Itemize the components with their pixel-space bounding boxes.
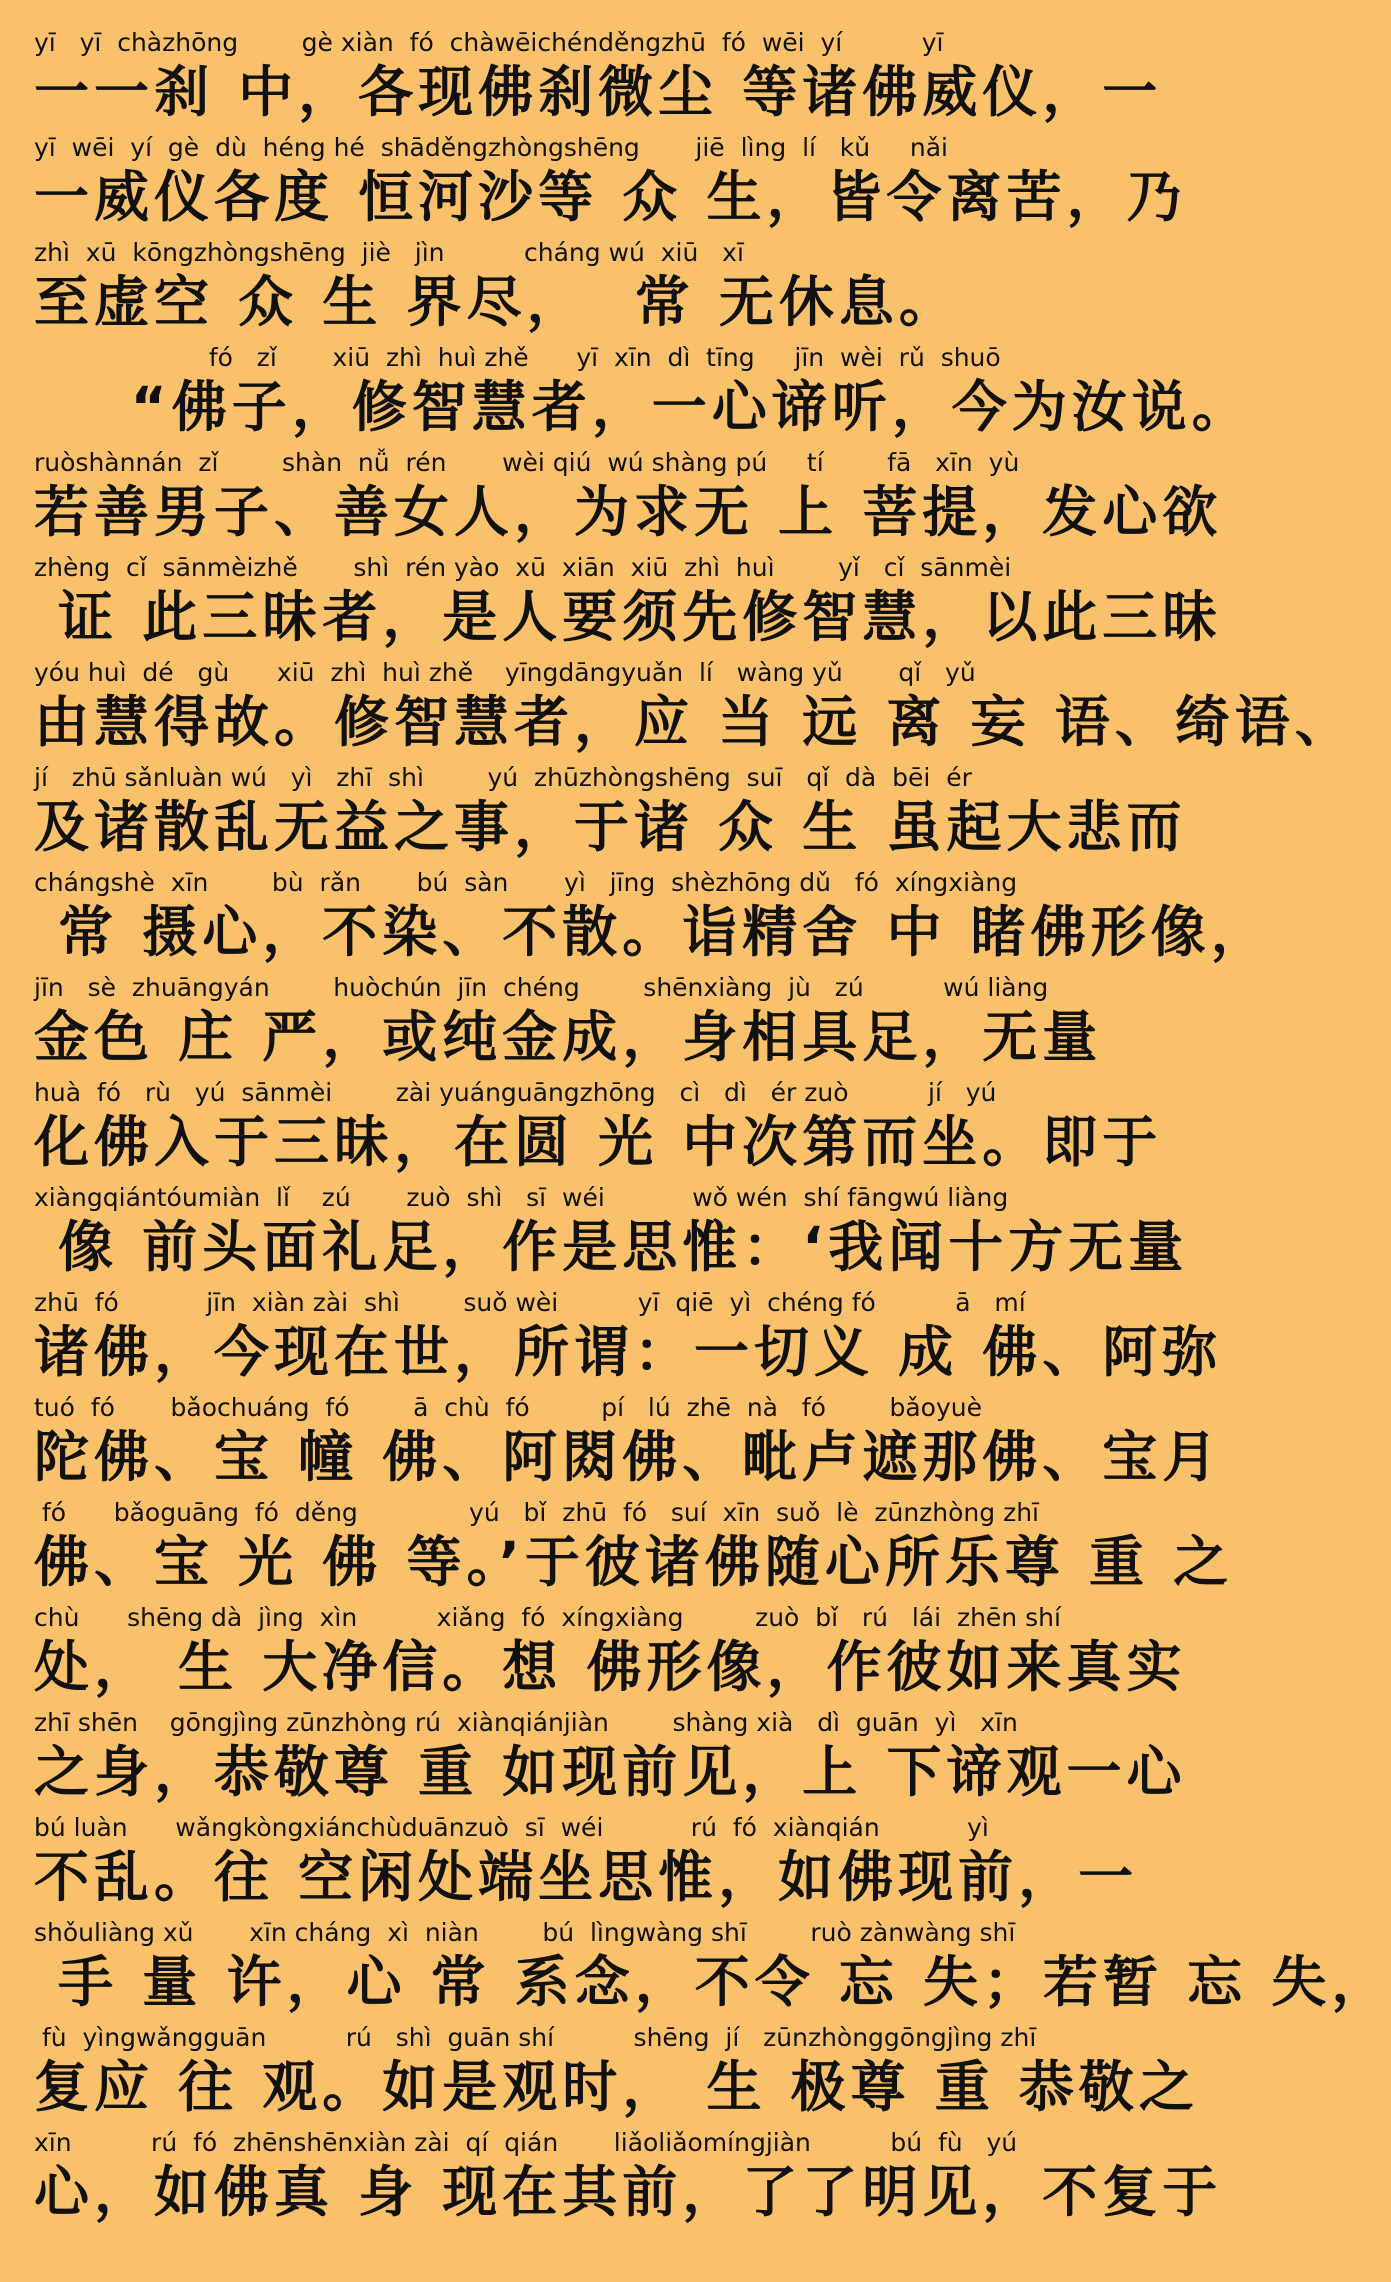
pinyin-row: jīn sè zhuāngyán huòchún jīn chéng shēnxiàng jù zú wú liàng [34,973,1049,1002]
text-line-6 [34,553,1223,658]
pinyin-row: yóu huì dé gù xiū zhì huì zhě yīngdāngyuǎn lí wàng yǔ qǐ yǔ [34,658,976,687]
text-line-21 [34,2128,1223,2233]
hanzi-row: 证 此三昧者，是人要须先修智慧，以此三昧 [34,585,1223,649]
hanzi-row: 陀佛、宝 幢 佛、阿閦佛、毗卢遮那佛、宝月 [34,1425,1223,1489]
text-line-9 [34,868,1271,973]
text-line-20 [34,2023,1199,2128]
pinyin-row: yī wēi yí gè dù héng hé shāděngzhòngshēng jiē lìng lí kǔ nǎi [34,133,948,162]
hanzi-row: 心，如佛真 身 现在其前，了了明见，不复于 [34,2160,1223,2224]
hanzi-row: 复应 往 观。如是观时， 生 极尊 重 恭敬之 [34,2055,1199,2119]
text-line-3 [34,238,1046,343]
text-line-5 [34,448,1223,553]
text-line-18 [34,1813,1139,1918]
pinyin-row: zhèng cǐ sānmèizhě shì rén yào xū xiān xiū zhì huì yǐ cǐ sānmèi [34,553,1012,582]
pinyin-row: xīn rú fó zhēnshēnxiàn zài qí qián liǎoliǎomíngjiàn bú fù yú [34,2128,1018,2157]
text-line-12 [34,1183,1189,1288]
hanzi-row: 金色 庄 严，或纯金成，身相具足，无量 [34,1005,1103,1069]
hanzi-row: 若善男子、善女人，为求无 上 菩提，发心欲 [34,480,1223,544]
pinyin-row: shǒuliàng xǔ xīn cháng xì niàn bú lìngwàng shī ruò zànwàng shī [34,1918,1016,1947]
hanzi-row: 像 前头面礼足，作是思惟：‘我闻十方无量 [34,1215,1189,1279]
hanzi-row: 化佛入于三昧，在圆 光 中次第而坐。即于 [34,1110,1163,1174]
hanzi-row: “佛子，修智慧者，一心谛听，今为汝说。 [34,375,1252,439]
pinyin-row: ruòshànnán zǐ shàn nǚ rén wèi qiú wú shàng pú tí fā xīn yù [34,448,1020,477]
hanzi-row: 由慧得故。修智慧者，应 当 远 离 妄 语、绮语、 [34,690,1355,754]
pinyin-row: fó zǐ xiū zhì huì zhě yī xīn dì tīng jīn wèi rǔ shuō [34,343,1001,372]
pinyin-row: chù shēng dà jìng xìn xiǎng fó xíngxiàng zuò bǐ rú lái zhēn shí [34,1603,1061,1632]
hanzi-row: 诸佛，今现在世，所谓：一切义 成 佛、阿弥 [34,1320,1223,1384]
text-line-19 [34,1918,1391,2023]
hanzi-row: 一一刹 中，各现佛刹微尘 等诸佛威仪，一 [34,60,1163,124]
text-line-15 [34,1498,1234,1603]
hanzi-row: 一威仪各度 恒河沙等 众 生，皆令离苦，乃 [34,165,1187,229]
pinyin-row: chángshè xīn bù rǎn bú sàn yì jīng shèzhōng dǔ fó xíngxiàng [34,868,1018,897]
pinyin-row: fù yìngwǎngguān rú shì guān shí shēng jí zūnzhònggōngjìng zhī [34,2023,1037,2052]
text-line-14 [34,1393,1223,1498]
hanzi-row: 不乱。往 空闲处端坐思惟，如佛现前，一 [34,1845,1139,1909]
text-line-13 [34,1288,1223,1393]
text-line-7 [34,658,1355,763]
pinyin-row: zhī shēn gōngjìng zūnzhòng rú xiànqiánjiàn shàng xià dì guān yì xīn [34,1708,1018,1737]
pinyin-row: xiàngqiántóumiàn lǐ zú zuò shì sī wéi wǒ wén shí fāngwú liàng [34,1183,1009,1212]
pinyin-row: zhì xū kōngzhòngshēng jiè jìn cháng wú xiū xī [34,238,744,267]
pinyin-row: tuó fó bǎochuáng fó ā chù fó pí lú zhē nà fó bǎoyuè [34,1393,982,1422]
hanzi-row: 之身，恭敬尊 重 如现前见，上 下谛观一心 [34,1740,1187,1804]
text-line-1 [34,28,1163,133]
text-line-4 [34,343,1252,448]
hanzi-row: 至虚空 众 生 界尽， 常 无休息。 [34,270,959,334]
hanzi-row: 常 摄心，不染、不散。诣精舍 中 睹佛形像， [34,900,1271,964]
hanzi-row: 手 量 许，心 常 系念，不令 忘 失；若暂 忘 失， [34,1950,1391,2014]
pinyin-row: zhū fó jīn xiàn zài shì suǒ wèi yī qiē yì chéng fó ā mí [34,1288,1026,1317]
text-line-16 [34,1603,1187,1708]
pinyin-row: huà fó rù yú sānmèi zài yuánguāngzhōng cì dì ér zuò jí yú [34,1078,997,1107]
pinyin-row: fó bǎoguāng fó děng yú bǐ zhū fó suí xīn suǒ lè zūnzhòng zhī [34,1498,1040,1527]
text-line-10 [34,973,1103,1078]
pinyin-row: yī yī chàzhōng gè xiàn fó chàwēichénděngzhū fó wēi yí yī [34,28,944,57]
hanzi-row: 及诸散乱无益之事，于诸 众 生 虽起大悲而 [34,795,1187,859]
hanzi-row: 佛、宝 光 佛 等。’于彼诸佛随心所乐尊 重 之 [34,1530,1234,1594]
hanzi-row: 处， 生 大净信。想 佛形像，作彼如来真实 [34,1635,1187,1699]
text-line-2 [34,133,1187,238]
pinyin-row: jí zhū sǎnluàn wú yì zhī shì yú zhūzhòngshēng suī qǐ dà bēi ér [34,763,972,792]
text-line-17 [34,1708,1187,1813]
text-line-8 [34,763,1187,868]
pinyin-row: bú luàn wǎngkòngxiánchùduānzuò sī wéi rú fó xiànqián yì [34,1813,989,1842]
text-line-11 [34,1078,1163,1183]
